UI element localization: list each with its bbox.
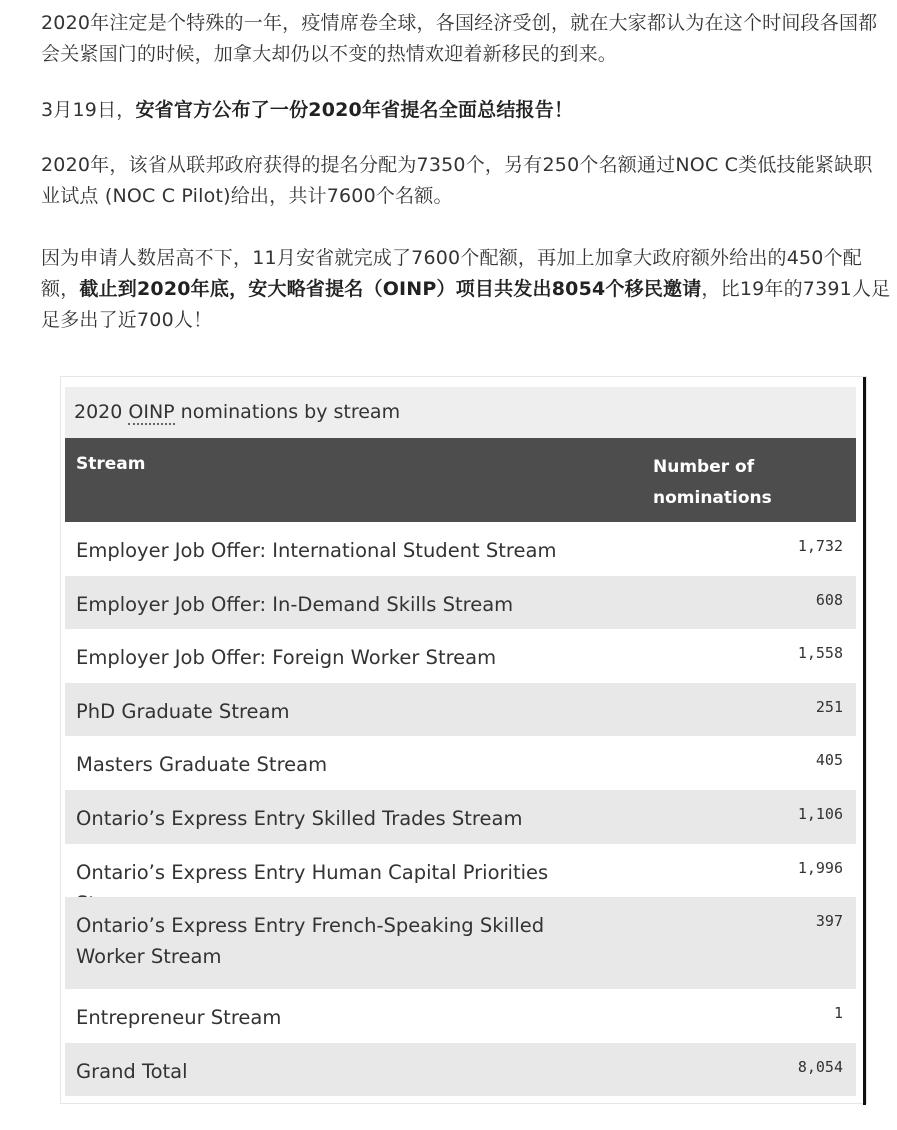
allocation-paragraph: 2020年，该省从联邦政府获得的提名分配为7350个，另有250个名额通过NOC C类低技能紧缺职业试点 (NOC C Pilot)给出，共计7600个名额。	[41, 154, 873, 207]
nomination-count: 608	[815, 590, 843, 609]
table-caption	[65, 387, 856, 438]
table-header	[65, 438, 856, 522]
nomination-count: 1	[833, 1004, 843, 1023]
table-right-border	[863, 377, 866, 1105]
stream-name: Employer Job Offer: International Student Stream	[76, 539, 557, 562]
invitations-suffix: ，比19年的7391人足足多出了近700人！	[41, 278, 891, 331]
caption-abbreviation: OINP	[128, 401, 175, 423]
nomination-count: 1,106	[797, 804, 843, 823]
stream-name: Entrepreneur Stream	[76, 1006, 282, 1030]
invitations-prefix: 因为申请人数居高不下，11月安省就完成了7600个配额，再加上加拿大政府额外给出的450个配额，	[41, 247, 862, 300]
stream-name: Masters Graduate Stream	[76, 753, 328, 777]
table-row	[65, 790, 856, 844]
nomination-count: 1,558	[797, 644, 843, 663]
stream-name: PhD Graduate Stream	[76, 699, 290, 723]
table-row	[65, 989, 856, 1043]
table-body	[65, 522, 856, 1096]
stream-name: Ontario’s Express Entry Skilled Trades Stream	[76, 806, 523, 830]
nomination-count: 397	[815, 912, 843, 931]
nomination-count: 1,732	[797, 537, 843, 555]
table-row	[65, 576, 856, 630]
intro-paragraph: 2020年注定是个特殊的一年，疫情席卷全球，各国经济受创，就在大家都认为在这个时间段各国都会关紧国门的时候，加拿大却仍以不变的热情欢迎着新移民的到来。	[41, 12, 878, 65]
caption-year: 2020	[74, 401, 129, 423]
table-row	[65, 683, 856, 737]
grand-total-value: 8,054	[797, 1057, 843, 1076]
grand-total-label: Grand Total	[76, 1059, 188, 1083]
table-row	[65, 736, 856, 790]
nomination-count: 1,996	[797, 858, 843, 877]
nomination-count: 251	[815, 697, 843, 716]
table-row	[65, 844, 856, 898]
caption-title: nominations by stream	[174, 401, 401, 423]
stream-name: Employer Job Offer: Foreign Worker Stream	[76, 646, 497, 670]
announcement-date: 3月19日，	[41, 99, 136, 121]
header-number-of-nominations: Number of nominations	[653, 457, 772, 508]
grand-total-row	[65, 1043, 856, 1097]
table-row	[65, 897, 856, 989]
announcement-highlight: 安省官方公布了一份2020年省提名全面总结报告！	[135, 99, 574, 121]
table-row	[65, 629, 856, 683]
header-stream: Stream	[76, 454, 146, 474]
invitations-paragraph	[41, 243, 891, 336]
report-announcement-paragraph	[41, 95, 573, 126]
invitations-highlight: 截止到2020年底，安大略省提名（OINP）项目共发出8054个移民邀请	[79, 278, 702, 300]
stream-name: Ontario’s Express Entry French-Speaking Skilled Worker Stream	[76, 914, 545, 969]
table-row	[65, 522, 856, 576]
nominations-table-image	[60, 376, 867, 1104]
stream-name: Ontario’s Express Entry Human Capital Priorities	[76, 860, 549, 884]
nomination-count: 405	[815, 751, 843, 770]
stream-name: Employer Job Offer: In-Demand Skills Stream	[76, 592, 514, 616]
